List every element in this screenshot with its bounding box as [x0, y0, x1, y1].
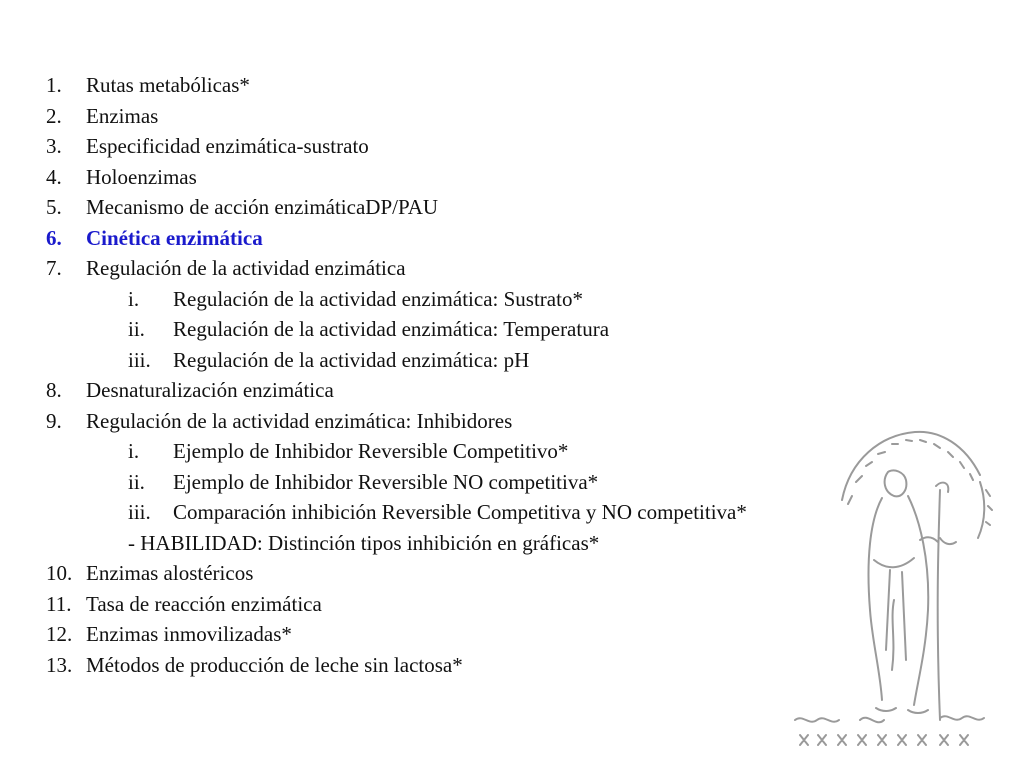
item-label: Desnaturalización enzimática [86, 378, 334, 402]
item-number: ii. [128, 317, 145, 341]
item-number: 7. [46, 256, 62, 280]
item-number: i. [128, 286, 140, 311]
item-number: 2. [46, 103, 62, 128]
item-label: Holoenzimas [86, 164, 197, 189]
item-label: Cinética enzimática [86, 225, 263, 250]
item-label: Regulación de la actividad enzimática [86, 256, 406, 280]
item-number: 13. [46, 652, 73, 677]
item-label: - HABILIDAD: Distinción tipos inhibición en gráficas* [128, 530, 600, 555]
item-label: Enzimas inmovilizadas* [86, 622, 292, 646]
item-number: 11. [46, 591, 72, 616]
item-label: Tasa de reacción enzimática [86, 591, 322, 616]
item-number: i. [128, 439, 140, 463]
item-label: Enzimas [86, 103, 159, 128]
item-number: iii. [128, 500, 151, 524]
item-label: Enzimas alostéricos [86, 561, 254, 585]
item-label: Especificidad enzimática-sustrato [86, 134, 369, 158]
item-label: Ejemplo de Inhibidor Reversible Competitivo* [173, 439, 569, 463]
item-number: 12. [46, 622, 73, 646]
school-seal-sketch-icon [790, 420, 1020, 765]
item-label: Ejemplo de Inhibidor Reversible NO competitiva* [173, 469, 599, 494]
item-number: 1. [46, 73, 62, 97]
item-label: Regulación de la actividad enzimática: Inhibidores [86, 408, 513, 433]
item-label: Rutas metabólicas* [86, 73, 250, 97]
item-number: 8. [46, 378, 62, 402]
item-number: 4. [46, 164, 62, 189]
item-number: 9. [46, 408, 62, 433]
item-label: Regulación de la actividad enzimática: pH [173, 347, 530, 372]
item-label: Métodos de producción de leche sin lactosa* [86, 652, 463, 677]
item-number: ii. [128, 469, 145, 494]
item-label: Comparación inhibición Reversible Competitiva y NO competitiva* [173, 500, 747, 524]
item-label: Regulación de la actividad enzimática: Temperatura [173, 317, 610, 341]
item-number: 5. [46, 195, 62, 219]
item-number: 10. [46, 561, 73, 585]
item-number: 6. [46, 225, 62, 250]
item-label: Mecanismo de acción enzimáticaDP/PAU [86, 195, 439, 219]
item-number: iii. [128, 347, 151, 372]
item-number: 3. [46, 134, 62, 158]
item-label: Regulación de la actividad enzimática: Sustrato* [173, 286, 583, 311]
